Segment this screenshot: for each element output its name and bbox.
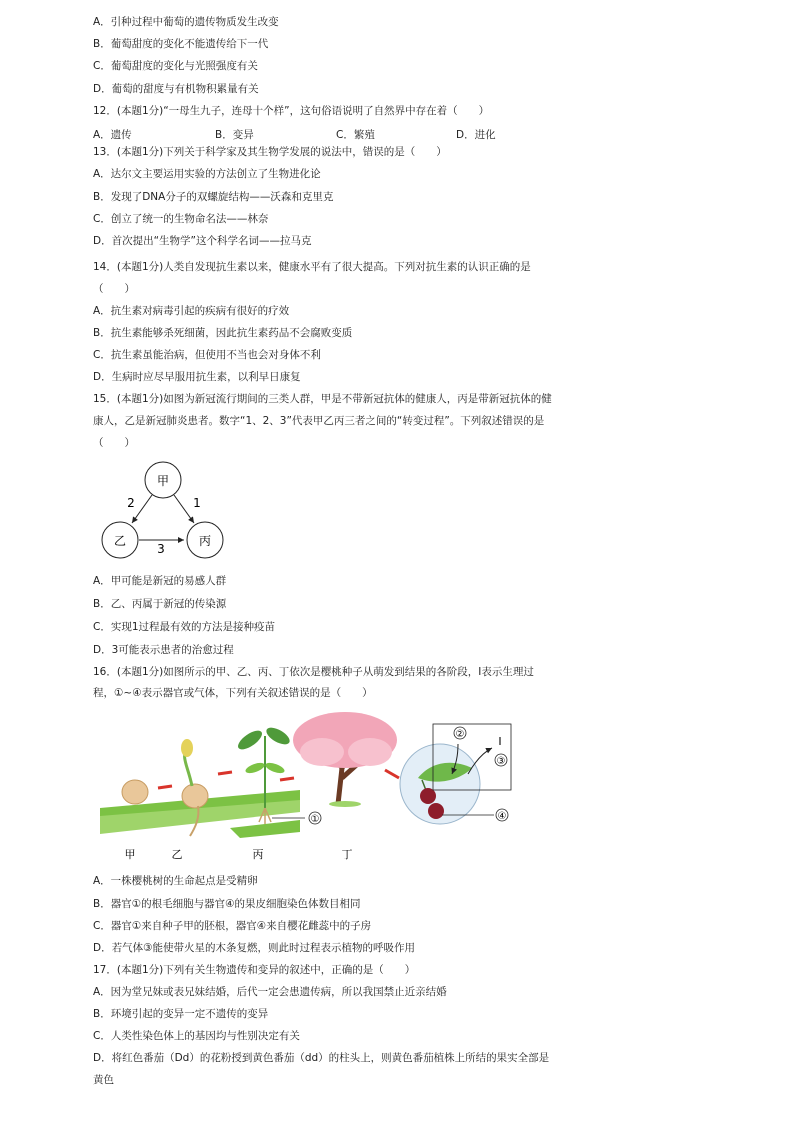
q12-stem: 12．(本题1分)“一母生九子，连母十个样”，这句俗语说明了自然界中存在着（ ） [93, 105, 490, 117]
q16-option-c: C．器官①来自种子甲的胚根，器官④来自樱花雌蕊中的子房 [93, 920, 372, 932]
q15-stem: 15．(本题1分)如图为新冠流行期间的三类人群，甲是不带新冠抗体的健康人，丙是带新冠抗体的健 [93, 393, 552, 405]
cotyledon-left [244, 761, 266, 775]
q17-option-d-cont: 黄色 [93, 1074, 114, 1086]
mark-roman-1: Ⅰ [498, 735, 502, 748]
mark-4: ④ [497, 811, 507, 822]
q16-option-a: A．一株樱桃树的生命起点是受精卵 [93, 875, 258, 887]
q14-option-a: A．抗生素对病毒引起的疾病有很好的疗效 [93, 305, 290, 317]
q17-option-a: A．因为堂兄妹或表兄妹结婚，后代一定会患遗传病，所以我国禁止近亲结婚 [93, 986, 447, 998]
cotyledon-right [264, 761, 286, 775]
arrow-2 [132, 495, 152, 523]
stage-arrow-3 [280, 778, 294, 780]
stage-label-yi: 乙 [171, 848, 183, 861]
leaf-bing-right [264, 724, 293, 747]
stage-label-ding: 丁 [341, 848, 353, 861]
q11-option-d: D．葡萄的甜度与有机物积累量有关 [93, 83, 259, 95]
stage-arrow-4 [385, 770, 399, 778]
label-jia: 甲 [156, 474, 170, 488]
q14-option-b: B．抗生素能够杀死细菌，因此抗生素药品不会腐败变质 [93, 327, 353, 339]
q12-option-c: C．繁殖 [336, 129, 375, 141]
seed-yi [182, 784, 208, 808]
q15-option-c: C．实现1过程最有效的方法是接种疫苗 [93, 621, 276, 633]
seed-jia [122, 780, 148, 804]
q14-option-c: C．抗生素虽能治病，但使用不当也会对身体不利 [93, 349, 321, 361]
q11-option-a: A．引种过程中葡萄的遗传物质发生改变 [93, 16, 279, 28]
stage-label-jia: 甲 [124, 848, 136, 861]
number-1: 1 [193, 496, 201, 510]
q16-cherry-lifecycle-figure [100, 708, 520, 866]
stage-arrow-2 [218, 772, 232, 774]
cherry-fruit-1 [420, 788, 436, 804]
q14-option-d: D．生病时应尽早服用抗生素，以利早日康复 [93, 371, 301, 383]
q13-option-c: C．创立了统一的生物命名法——林奈 [93, 213, 269, 225]
q17-stem: 17．(本题1分)下列有关生物遗传和变异的叙述中，正确的是（ ） [93, 964, 416, 976]
blossom-right [348, 738, 392, 766]
q16-option-d: D．若气体③能使带火星的木条复燃，则此时过程表示植物的呼吸作用 [93, 942, 415, 954]
q13-option-d: D．首次提出“生物学”这个科学名词——拉马克 [93, 235, 312, 247]
q15-option-b: B．乙、丙属于新冠的传染源 [93, 598, 227, 610]
arrow-1 [174, 495, 194, 523]
q11-option-c: C．葡萄甜度的变化与光照强度有关 [93, 60, 258, 72]
q12-option-d: D．进化 [456, 129, 496, 141]
q13-option-a: A．达尔文主要运用实验的方法创立了生物进化论 [93, 168, 321, 180]
q15-stem-paren: （ ） [93, 437, 135, 449]
q15-option-a: A．甲可能是新冠的易感人群 [93, 575, 227, 587]
q14-stem: 14．(本题1分)人类自发现抗生素以来，健康水平有了很大提高。下列对抗生素的认识正确的是 [93, 261, 531, 273]
number-2: 2 [127, 496, 135, 510]
cherry-fruit-2 [428, 803, 444, 819]
number-3: 3 [157, 542, 165, 556]
mark-2: ② [455, 729, 465, 740]
sprout-tip [181, 739, 193, 757]
q15-option-d: D．3可能表示患者的治愈过程 [93, 644, 234, 656]
q16-stem: 16．(本题1分)如图所示的甲、乙、丙、丁依次是樱桃种子从萌发到结果的各阶段，Ⅰ表示生理过 [93, 666, 534, 678]
stage-arrow-1 [158, 786, 172, 788]
mark-3: ③ [496, 756, 506, 767]
q15-stem-cont: 康人，乙是新冠肺炎患者。数字“1、2、3”代表甲乙丙三者之间的“转变过程”。下列叙述错误的是 [93, 415, 545, 427]
q16-option-b: B．器官①的根毛细胞与器官④的果皮细胞染色体数目相同 [93, 898, 361, 910]
leaf-bing-left [235, 727, 265, 753]
q11-option-b: B．葡萄甜度的变化不能遗传给下一代 [93, 38, 269, 50]
stage-label-bing: 丙 [252, 848, 264, 861]
q17-option-c: C．人类性染色体上的基因均与性别决定有关 [93, 1030, 300, 1042]
q13-stem: 13．(本题1分)下列关于科学家及其生物学发展的说法中，错误的是（ ） [93, 146, 447, 158]
blossom-left [300, 738, 344, 766]
q16-stem-cont: 程，①~④表示器官或气体，下列有关叙述错误的是（ ） [93, 687, 373, 699]
grass-ding [329, 801, 361, 807]
label-yi: 乙 [113, 534, 127, 548]
q13-option-b: B．发现了DNA分子的双螺旋结构——沃森和克里克 [93, 191, 334, 203]
label-bing: 丙 [198, 534, 212, 548]
q12-option-b: B．变异 [215, 129, 254, 141]
q12-option-a: A．遗传 [93, 129, 132, 141]
mark-1: ① [310, 814, 320, 825]
q17-option-d: D．将红色番茄（Dd）的花粉授到黄色番茄（dd）的柱头上，则黄色番茄植株上所结的果实全部是 [93, 1052, 550, 1064]
q17-option-b: B．环境引起的变异一定不遗传的变异 [93, 1008, 269, 1020]
q15-transition-diagram [95, 455, 235, 565]
q14-stem-paren: （ ） [93, 283, 135, 295]
